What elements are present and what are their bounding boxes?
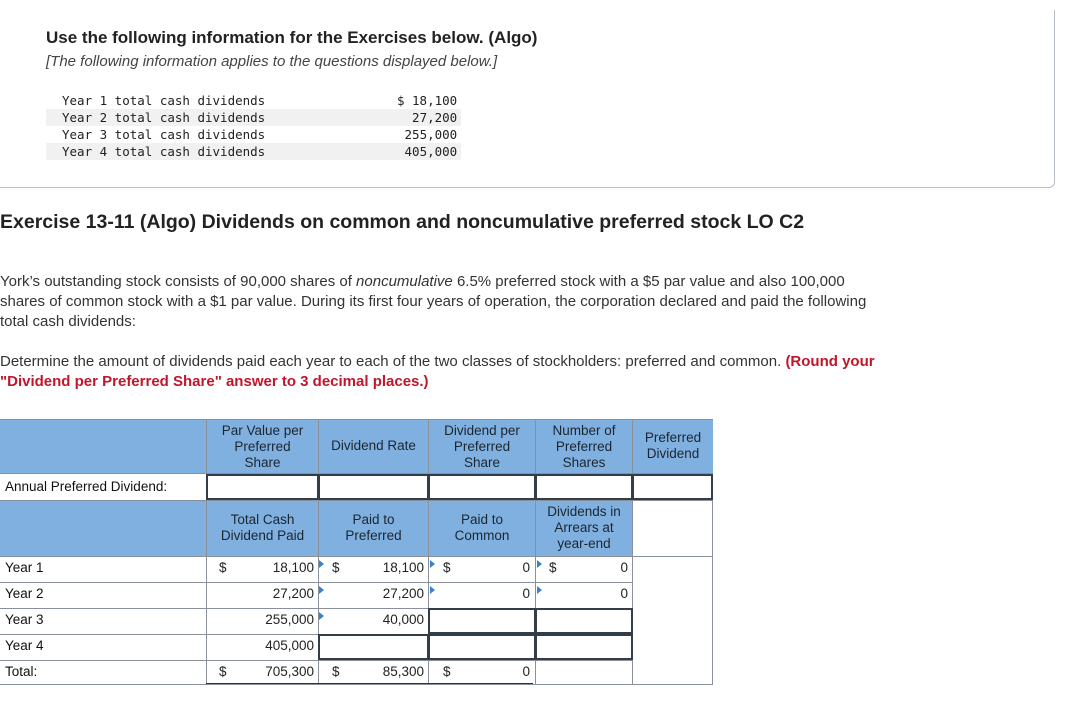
currency-symbol: $: [332, 664, 340, 679]
header-line: Total Cash: [230, 512, 295, 527]
preferred-dividend-input[interactable]: [632, 474, 713, 500]
header-line: Preferred: [644, 430, 702, 445]
dividend-rate-input[interactable]: [318, 474, 429, 500]
header-preferred-dividend: [633, 430, 713, 462]
info-row-label: Year 4 total cash dividends: [46, 143, 269, 160]
info-row-amount: 255,000: [404, 127, 458, 142]
header-line: Par Value per: [221, 423, 304, 438]
input-marker-icon: [537, 560, 542, 568]
header-line: Number of: [552, 423, 616, 438]
year3-paid-common-input[interactable]: [428, 608, 536, 634]
header-line: Preferred: [234, 439, 291, 454]
header-line: Share: [463, 455, 501, 470]
header-line: Common: [454, 528, 510, 543]
description-text: 6.5% preferred stock with a $5 par value and also 100,000: [452, 273, 845, 290]
header-paid-to-common: [429, 512, 535, 544]
header-line: Arrears at: [554, 520, 614, 535]
exercise-title: Exercise 13-11 (Algo) Dividends on common and noncumulative preferred stock LO C2: [0, 211, 805, 233]
currency-symbol: $: [219, 560, 227, 575]
year2-paid-preferred[interactable]: 27,200: [382, 586, 424, 601]
exercise-description: [0, 272, 866, 332]
header-line: Preferred: [453, 439, 511, 454]
annual-preferred-dividend-label: Annual Preferred Dividend:: [5, 479, 168, 494]
instructions-text: Determine the amount of dividends paid each year to each of the two classes of stockholders: preferred and common.: [0, 353, 786, 370]
header-line: Preferred: [555, 439, 613, 454]
rounding-note: (Round your: [785, 353, 875, 370]
header-line: Paid to: [352, 512, 395, 527]
rounding-note: "Dividend per Preferred Share" answer to 3 decimal places.): [0, 373, 429, 390]
input-marker-icon: [319, 586, 324, 594]
row-label-year-1: Year 1: [5, 560, 44, 575]
description-italic: noncumulative: [356, 273, 453, 290]
row-label-total: Total:: [5, 664, 38, 679]
description-text: total cash dividends:: [0, 313, 136, 330]
total-cash-sum: 705,300: [265, 664, 314, 679]
year1-arrears[interactable]: 0: [620, 560, 628, 575]
header-line: Preferred: [345, 528, 402, 543]
year4-paid-common-input[interactable]: [428, 634, 536, 660]
info-row-amount: 27,200: [269, 109, 461, 126]
row-label-year-4: Year 4: [5, 638, 44, 653]
currency-symbol: $: [443, 664, 451, 679]
header-line: Dividend per: [444, 423, 520, 438]
dividends-info-table: [46, 92, 461, 160]
input-marker-icon: [537, 586, 542, 594]
info-title: Use the following information for the Exercises below. (Algo): [46, 28, 538, 47]
header-dividend-per-share: [429, 423, 535, 471]
header-line: Dividends in: [547, 504, 621, 519]
header-par-value: [207, 423, 318, 471]
description-text: shares of common stock with a $1 par value. During its first four years of operation, the corporation declared and paid the following: [0, 293, 867, 310]
year3-paid-preferred[interactable]: 40,000: [382, 612, 424, 627]
header-paid-to-preferred: [319, 512, 428, 544]
info-subtitle: [The following information applies to the questions displayed below.]: [46, 53, 498, 70]
year3-total-cash: 255,000: [265, 612, 314, 627]
info-row-amount: $ 18,100: [396, 93, 458, 108]
number-of-shares-input[interactable]: [535, 474, 633, 500]
year4-total-cash: 405,000: [265, 638, 314, 653]
par-value-input[interactable]: [206, 474, 319, 500]
dividend-worksheet: [0, 419, 713, 685]
info-row-label: Year 2 total cash dividends: [46, 109, 269, 126]
info-row-label: Year 1 total cash dividends: [62, 93, 266, 108]
year4-arrears-input[interactable]: [535, 634, 633, 660]
header-line: Paid to: [460, 512, 504, 527]
input-marker-icon: [430, 586, 435, 594]
exercise-instructions: [0, 352, 875, 392]
header-dividends-in-arrears: [536, 504, 632, 552]
header-line: Shares: [562, 455, 606, 470]
currency-symbol: $: [332, 560, 340, 575]
currency-symbol: $: [549, 560, 557, 575]
header-dividend-rate: Dividend Rate: [331, 438, 416, 453]
row-label-year-2: Year 2: [5, 586, 44, 601]
input-marker-icon: [319, 560, 324, 568]
info-row-label: Year 3 total cash dividends: [62, 127, 266, 142]
header-line: year-end: [557, 536, 611, 551]
year1-total-cash: 18,100: [272, 560, 314, 575]
header-line: Share: [244, 455, 281, 470]
currency-symbol: $: [443, 560, 451, 575]
year2-paid-common[interactable]: 0: [522, 586, 530, 601]
year1-paid-common[interactable]: 0: [522, 560, 530, 575]
header-number-of-shares: [536, 423, 632, 471]
input-marker-icon: [319, 612, 324, 620]
input-marker-icon: [430, 560, 435, 568]
year2-total-cash: 27,200: [272, 586, 314, 601]
info-row-amount: 405,000: [269, 143, 461, 160]
row-label-year-3: Year 3: [5, 612, 44, 627]
year2-arrears[interactable]: 0: [620, 586, 628, 601]
year3-arrears-input[interactable]: [535, 608, 633, 634]
dividend-per-share-input[interactable]: [428, 474, 536, 500]
currency-symbol: $: [219, 664, 227, 679]
year4-paid-preferred-input[interactable]: [318, 634, 429, 660]
header-line: Dividend: [646, 446, 700, 461]
total-paid-preferred: 85,300: [382, 664, 424, 679]
header-total-cash: [207, 512, 318, 544]
year1-paid-preferred[interactable]: 18,100: [382, 560, 424, 575]
description-text: York’s outstanding stock consists of 90,000 shares of: [0, 273, 357, 290]
header-line: Dividend Paid: [220, 528, 305, 543]
info-panel: [0, 10, 1055, 188]
total-paid-common: 0: [522, 664, 530, 679]
